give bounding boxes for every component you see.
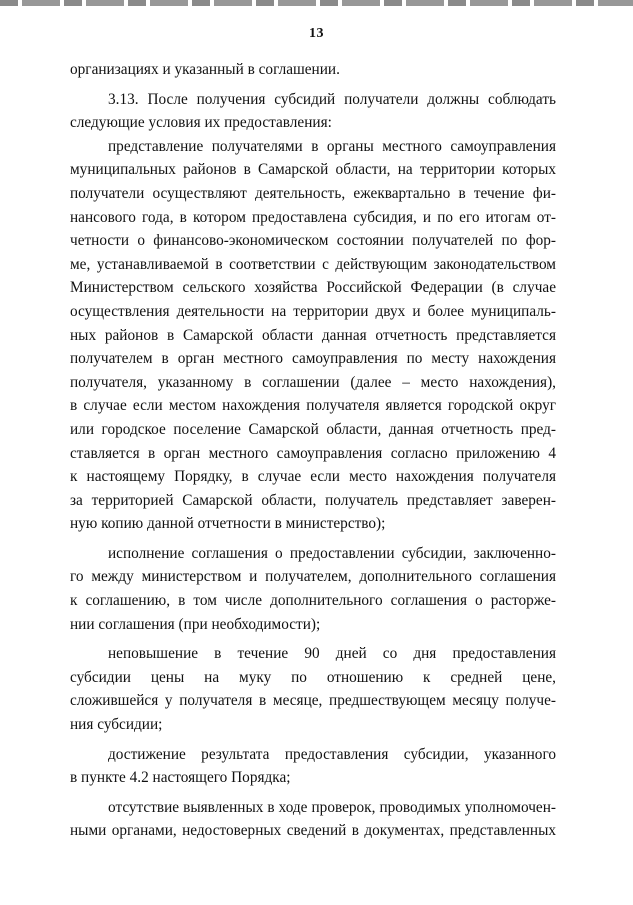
- text-line: или городское поселение Самарской области, данная отчетность пред-: [70, 420, 556, 438]
- text-line: ными органами, недостоверных сведений в документах, представленных: [70, 822, 556, 840]
- text-line: получатели осуществляют деятельность, ежеквартально в течение фи-: [70, 184, 556, 202]
- text-line: ме, устанавливаемой в соответствии с действующим законодательством: [70, 255, 556, 273]
- text-line: ставляется в орган местного самоуправления согласно приложению 4: [70, 444, 556, 462]
- paragraph-7: [70, 796, 556, 843]
- text-line: неповышение в течение 90 дней со дня предоставления: [108, 645, 556, 663]
- text-line: Министерством сельского хозяйства Российской Федерации (в случае: [70, 279, 556, 297]
- text-line: к настоящему Порядку, в случае если место нахождения получателя: [70, 468, 556, 486]
- text-line: следующие условия их предоставления:: [70, 114, 332, 132]
- text-line: к соглашению, в том числе дополнительного соглашения о расторже-: [70, 592, 556, 610]
- paragraph-4: [70, 542, 556, 636]
- text-line: осуществления деятельности на территории двух и более муниципаль-: [70, 302, 556, 320]
- page-number: 13: [309, 26, 324, 41]
- text-line: муниципальных районов в Самарской области, на территории которых: [70, 161, 556, 179]
- text-line: сложившейся у получателя в месяце, предшествующем месяцу получе-: [70, 692, 556, 710]
- paragraph-1: [70, 58, 556, 82]
- text-line: четности о финансово-экономическом состоянии получателей по фор-: [70, 232, 556, 250]
- text-line: получателя, указанному в соглашении (далее – место нахождения),: [70, 373, 556, 391]
- scan-edge-artifact: [0, 0, 633, 6]
- text-line: го между министерством и получателем, дополнительного соглашения: [70, 568, 556, 586]
- text-line: в пункте 4.2 настоящего Порядка;: [70, 769, 291, 787]
- text-line: в случае если местом нахождения получателя является городской округ: [70, 397, 556, 415]
- text-line: получателем в орган местного самоуправления по месту нахождения: [70, 350, 556, 368]
- text-line: ную копию данной отчетности в министерство);: [70, 515, 386, 533]
- text-line: за территорией Самарской области, получатель представляет заверен-: [70, 491, 556, 509]
- text-line: организациях и указанный в соглашении.: [70, 61, 340, 78]
- paragraph-6: [70, 743, 556, 790]
- text-line: ния субсидии;: [70, 716, 163, 734]
- paragraph-3: [70, 135, 556, 536]
- paragraph-2: [70, 88, 556, 135]
- paragraph-5: [70, 642, 556, 736]
- text-line: нансового года, в котором предоставлена субсидия, и по его итогам от-: [70, 208, 556, 226]
- text-line: представление получателями в органы местного самоуправления: [108, 137, 556, 155]
- text-line: 3.13. После получения субсидий получатели должны соблюдать: [108, 90, 556, 108]
- text-line: субсидии цены на муку по отношению к средней цене,: [70, 668, 556, 686]
- text-line: ных районов в Самарской области данная отчетность представляется: [70, 326, 556, 344]
- document-body: [70, 58, 556, 843]
- text-line: отсутствие выявленных в ходе проверок, проводимых уполномочен-: [108, 798, 556, 816]
- text-line: достижение результата предоставления субсидии, указанного: [108, 745, 556, 763]
- text-line: нии соглашения (при необходимости);: [70, 615, 321, 633]
- text-line: исполнение соглашения о предоставлении субсидии, заключенно-: [108, 544, 556, 562]
